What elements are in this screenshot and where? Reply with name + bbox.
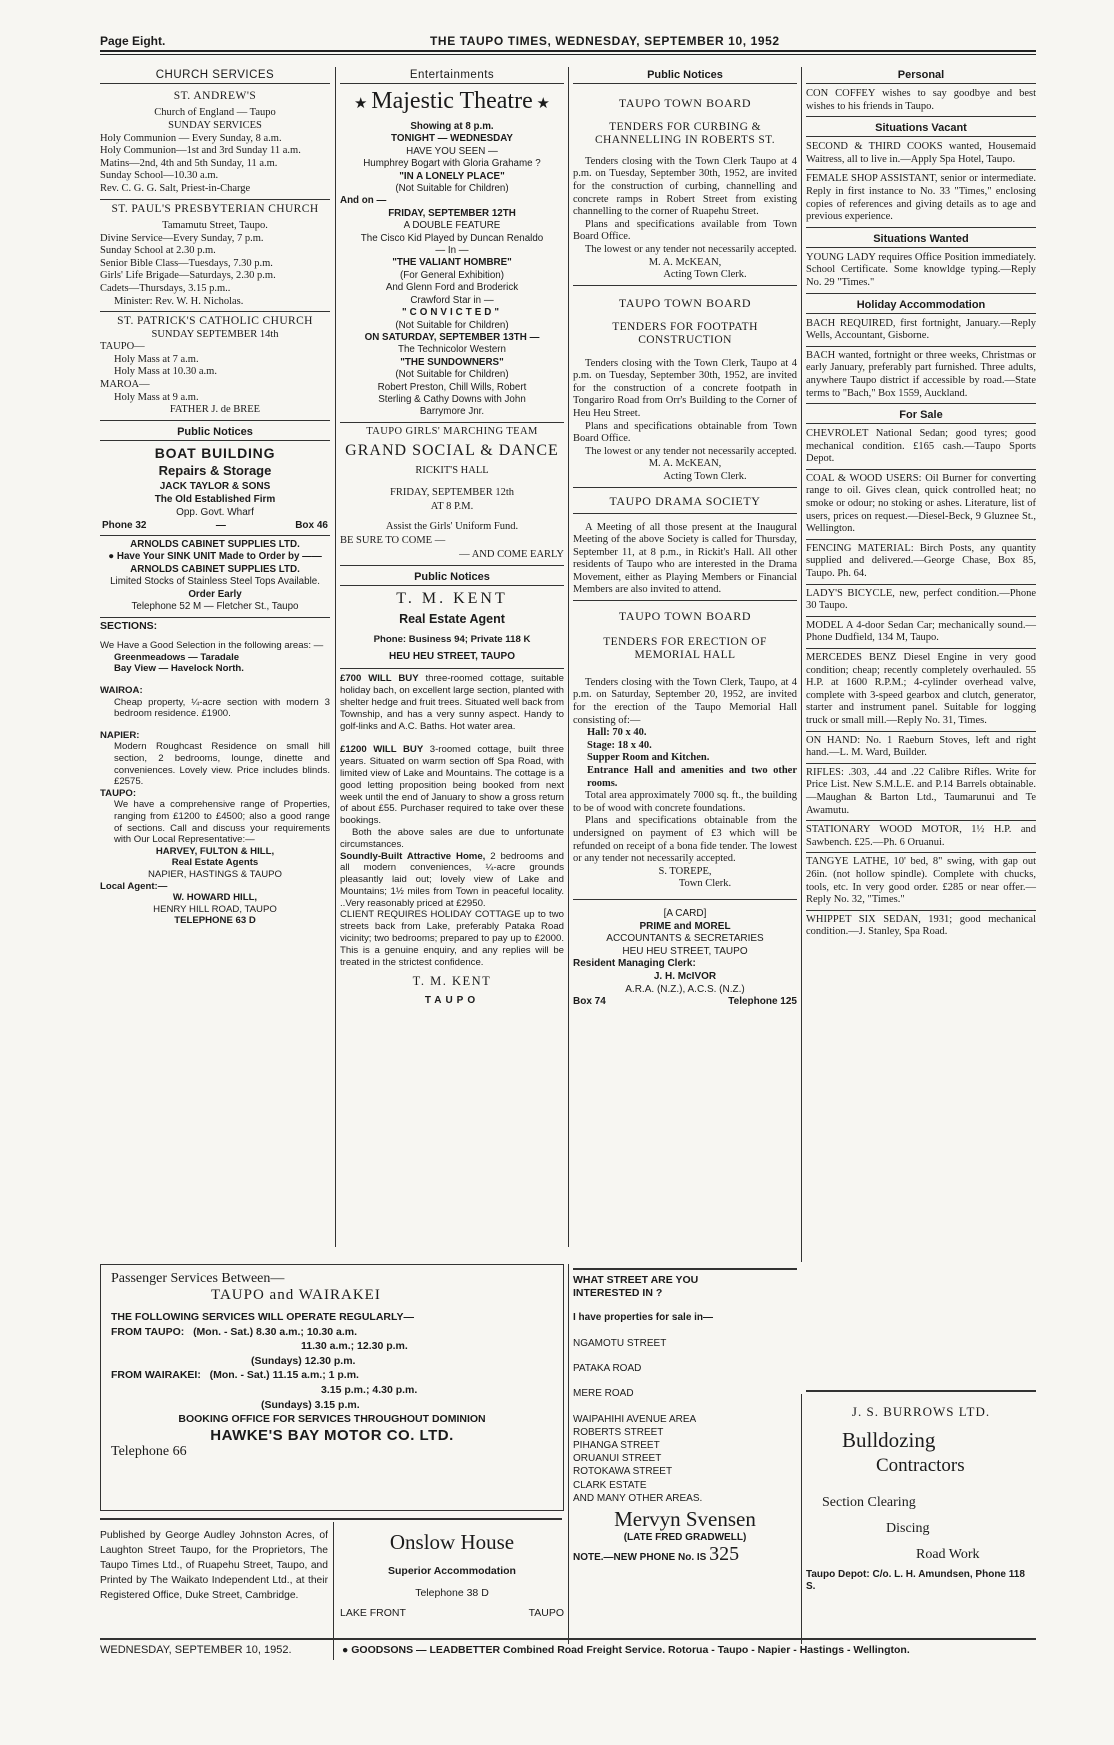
- notice-text: The lowest or any tender not necessarily accepted.: [585, 445, 797, 457]
- church-line: MAROA—: [100, 378, 150, 390]
- column-rule: [801, 1394, 802, 1644]
- classified-ad: RIFLES: .303, .44 and .22 Calibre Rifles. Write for Price List. New S.M.L.E. and P.14 Barrels obtainable.—Maughan & Barton Ltd., Taumarunui and Te Awamutu.: [806, 766, 1036, 816]
- column-church-services: CHURCH SERVICES ST. ANDREW'S Church of England — Taupo SUNDAY SERVICES Holy Communion — Every Sunday, 8 a.m. Holy Communion—1st and 3rd Sunday 11 a.m. Matins—2nd, 4th and 5th Sunday, 11 a.m. Sunday School—10.30 a.m. Rev. C. G. G. Salt, Priest-in-Charge ST. PAUL'S PRESBYTERIAN CHURCH Tamamutu Street, Taupo. Divine Service—Every Sunday, 7 p.m. Sunday School at 2.30 p.m. Senior Bible Class—Tuesdays, 7.30 p.m. Girls' Life Brigade—Saturdays, 2.30 p.m. Cadets—Thursdays, 3.15 p.m.. Minister: Rev. W. H. Nicholas. ST. PATRICK'S CATHOLIC CHURCH SUNDAY SEPTEMBER 14th TAUPO— Holy Mass at 7 a.m. Holy Mass at 10.30 a.m. MAROA— Holy Mass at 9 a.m. FATHER J. de BREE Public Notices BOAT BUILDING Repairs & Storage JACK TAYLOR & SONS The Old Established Firm Opp. Govt. Wharf Phone 32 — Box 46 ARNOLDS CABINET SUPPLIES LTD. ● Have Your SINK UNIT Made to Order by —— ARNOLDS CABINET SUPPLIES LTD. Limited Stocks of Stainless Steel Tops Available. Order Early Telephone 52 M — Fletcher St., Taupo SECTIONS: We Have a Good Selection in the following areas: — Greenmeadows — Taradale Bay View — Havelock North. WAIROA: Cheap property, ¼-acre section with modern 3 bedroom residence. £1900. NAPIER: Modern Roughcast Residence on small hill section, 2 bedrooms, lounge, dinette and conveniences. Lovely view. Price includes blinds. £2575. TAUPO: We have a comprehensive range of Properties, ranging from £1200 to £4500; also a good range of sections. Call and discuss your requirements with Our Local Representative:— HARVEY, FULTON & HILL, Real Estate Agents NAPIER, HASTINGS & TAUPO Local Agent:— W. HOWARD HILL, HENRY HILL ROAD, TAUPO TELEPHONE 63 D: [100, 69, 330, 927]
- classified-ad: CHEVROLET National Sedan; good tyres; good mechanical condition. £165 cash.—Taupo Sports Depot.: [806, 428, 1036, 465]
- onslow-line: TAUPO: [528, 1607, 564, 1619]
- church-line: Holy Mass at 7 a.m.: [114, 353, 199, 365]
- column-entertainments: Entertainments ★ Majestic Theatre ★ Showing at 8 p.m. TONIGHT — WEDNESDAY HAVE YOU SEEN — Humphrey Bogart with Gloria Grahame ? "IN A LONELY PLACE" (Not Suitable for Children) And on — FRIDAY, SEPTEMBER 12TH A DOUBLE FEATURE The Cisco Kid Played by Duncan Renaldo — In — "THE VALIANT HOMBRE" (For General Exhibition) And Glenn Ford and Broderick Crawford Star in — "CONVICTED" (Not Suitable for Children) ON SATURDAY, SEPTEMBER 13TH — The Technicolor Western "THE SUNDOWNERS" (Not Suitable for Children) Robert Preston, Chill Wills, Robert Sterling & Cathy Downs with John Barrymore Jnr. TAUPO GIRLS' MARCHING TEAM GRAND SOCIAL & DANCE RICKIT'S HALL FRIDAY, SEPTEMBER 12th AT 8 P.M. Assist the Girls' Uniform Fund. BE SURE TO COME — — AND COME EARLY Public Notices T. M. KENT Real Estate Agent Phone: Business 94; Private 118 K HEU HEU STREET, TAUPO £700 WILL BUY three-roomed cottage, suitable holiday bach, on excellent large section, planted with shelter hedge and fruit trees. Situated well back from Township, and has a very sunny aspect. Handy to golf-links and A.C. Baths. Hot water area. £1200 WILL BUY 3-roomed cottage, built three years. Situated on warm section off Spa Road, with limited view of Lake and Mountains. The cottage is a good letting proposition being booked from next week until the end of January to show a gross return of about £55. Purchaser required to take over these bookings. Both the above sales are due to unfortunate circumstances. Soundly-Built Attractive Home, 2 bedrooms and all modern conveniences, ¼-acre grounds pleasantly laid out; lovely view of Lake and Mountains; 1½ miles from Town in peaceful locality. ..Very reasonably priced at £2950. CLIENT REQUIRES HOLIDAY COTTAGE up to two streets back from Lake, preferably Pataka Road vicinity; two bedrooms; prepared to pay up to £2000. This is a genuine enquiry, and any replies will be treated in the strictest confidence. T. M. KENT TAUPO: [340, 69, 565, 1007]
- ad-line: W. HOWARD HILL,: [172, 892, 258, 904]
- film-line: And on —: [340, 195, 387, 207]
- church-line: Matins—2nd, 4th and 5th Sunday, 11 a.m.: [100, 157, 278, 169]
- ad-line: Bay View — Havelock North.: [114, 663, 244, 675]
- column-rule: [801, 67, 802, 1262]
- section-title: Entertainments: [340, 67, 564, 84]
- onslow-line: Telephone 38 D: [415, 1587, 489, 1599]
- classified-ad: ON HAND: No. 1 Raeburn Stoves, left and right hand.—L. M. Ward, Builder.: [806, 734, 1036, 759]
- agent-signature: T. M. KENT: [412, 974, 492, 989]
- bus-time: (Sundays) 12.30 p.m.: [251, 1354, 356, 1367]
- film-line: Sterling & Cathy Downs with John: [378, 393, 526, 405]
- church-heading: ST. PAUL'S PRESBYTERIAN CHURCH: [111, 202, 319, 215]
- bus-phone: Telephone 66: [111, 1443, 187, 1459]
- mervyn-heading: WHAT STREET ARE YOU INTERESTED IN ?: [573, 1274, 699, 1299]
- notice-subheading: TENDERS FOR FOOTPATH CONSTRUCTION: [612, 320, 758, 347]
- church-line: Sunday School at 2.30 p.m.: [100, 245, 216, 257]
- ad-line: Greenmeadows — Taradale: [114, 651, 240, 663]
- burrows-service: Section Clearing: [822, 1495, 916, 1510]
- ad-line: Opp. Govt. Wharf: [176, 506, 254, 518]
- section-title: Public Notices: [573, 67, 797, 84]
- section-title: Personal: [806, 67, 1036, 84]
- church-line: Cadets—Thursdays, 3.15 p.m..: [100, 282, 231, 294]
- dance-line: Assist the Girls' Uniform Fund.: [385, 521, 519, 533]
- ad-line: WAIROA:: [100, 685, 143, 697]
- notice-heading: TAUPO TOWN BOARD: [618, 609, 752, 624]
- phone-number: Telephone 125: [728, 996, 797, 1008]
- mervyn-line: (LATE FRED GRADWELL): [623, 1532, 747, 1544]
- column-rule: [335, 67, 336, 1247]
- newspaper-page: Page Eight. THE TAUPO TIMES, WEDNESDAY, SEPTEMBER 10, 1952 CHURCH SERVICES ST. ANDREW'S Church of England — Taupo SUNDAY SERVICES Holy Communion — Every Sunday, 8 a.m. Holy Communion—1st and 3rd Sunday 11 a.m. Matins—2nd, 4th and 5th Sunday, 11 a.m. Sunday School—10.30 a.m. Rev. C. G. G. Salt, Priest-in-Charge ST. PAUL'S PRESBYTERIAN CHURCH Tamamutu Street, Taupo. Divine Service—Every Sunday, 7 p.m. Sunday School at 2.30 p.m. Senior Bible Class—Tuesdays, 7.30 p.m. Girls' Life Brigade—Saturdays, 2.30 p.m. Cadets—Thursdays, 3.15 p.m.. Minister: Rev. W. H. Nicholas. ST. PATRICK'S CATHOLIC CHURCH SUNDAY SEPTEMBER 14th TAUPO— Holy Mass at 7 a.m. Holy Mass at 10.30 a.m. MAROA— Holy Mass at 9 a.m. FATHER J. de BREE Public Notices BOAT BUILDING Repairs & Storage JACK TAYLOR & SONS The Old Established Firm Opp. Govt. Wharf Phone 32 — Box 46 ARNOLDS CABINET SUPPLIES LTD. ● Have Your SINK UNIT Made to Order by —— ARNOLDS CABINET SUPPLIES LTD. Limited Stocks of Stainless Steel Tops Available. Order Early Telephone 52 M — Fletcher St., Taupo SECTIONS: We Have a Good Selection in the following areas: — Greenmeadows — Taradale Bay View — Havelock North. WAIROA: Cheap property, ¼-acre section with modern 3 bedroom residence. £1900. NAPIER: Modern Roughcast Residence on small hill section, 2 bedrooms, lounge, dinette and conveniences. Lovely view. Price includes blinds. £2575. TAUPO: We have a comprehensive range of Properties, ranging from £1200 to £4500; also a good range of sections. Call and discuss your requirements with Our Local Representative:— HARVEY, FULTON & HILL, Real Estate Agents NAPIER, HASTINGS & TAUPO Local Agent:— W. HOWARD HILL, HENRY HILL ROAD, TAUPO TELEPHONE 63 D Entertainments ★ Majestic Theatre ★ Showing at 8 p.m. TONIGHT — WEDNESDAY HAVE YOU SEEN — Humphrey Bogart with Gloria Grahame ? "IN A LONELY PLACE" (Not Suitable for Children) And on — FRIDAY, SEPTEMBER 12TH A DOUBLE FEATURE The Cisco Kid Played by Duncan Renaldo — In — "THE VALIANT HOMBRE" (For General Exhibition) And Glenn Ford and Broderick Crawford Star in — "CONVICTED" (Not Suitable for Children) ON SATURDAY, SEPTEMBER 13TH — The Technicolor Western "THE SUNDOWNERS" (Not Suitable for Children) Robert Preston, Chill Wills, Robert Sterling & Cathy Downs with John Barrymore Jnr. TAUPO GIRLS' MARCHING TEAM GRAND SOCIAL & DANCE RICKIT'S HALL FRIDAY, SEPTEMBER 12th AT 8 P.M. Assist the Girls' Uniform Fund. BE SURE TO COME — — AND COME EARLY Public Notices T. M. KENT Real Estate Agent Phone: Business 94; Private 118 K HEU HEU STREET, TAUPO £700 WILL BUY three-roomed cottage, suitable holiday bach, on excellent large section, planted with shelter hedge and fruit trees. Situated well back from Township, and has a very sunny aspect. Handy to golf-links and A.C. Baths. Hot water area. £1200 WILL BUY 3-roomed cottage, built three years. Situated on warm section off Spa Road, with limited view of Lake and Mountains. The cottage is a good letting proposition being booked from next week until the end of January to show a gross return of about £55. Purchaser required to take over these bookings. Both the above sales are due to unfortunate circumstances. Soundly-Built Attractive Home, 2 bedrooms and all modern conveniences, ¼-acre grounds pleasantly laid out; lovely view of Lake and Mountains; 1½ miles from Town in peaceful locality. ..Very reasonably priced at £2950. CLIENT REQUIRES HOLIDAY COTTAGE up to two streets back from Lake, preferably Pataka Road vicinity; two bedrooms; prepared to pay up to £2000. This is a genuine enquiry, and any replies will be treated in the strictest confidence. T. M. KENT TAUPO Public Notices TAUPO TOWN BOARD TENDERS FOR CURBING & CHANNELLING IN ROBERTS ST. Tenders closing with the Town Clerk Taupo at 4 p.m. on Tuesday, September 30th, 1952, are invited for the construction of curbing, channelling and concrete ramps in Robert Street from existing channelling to the corner of Ruapehu Street. Plans and specifications available from Town Board Office. The lowest or any tender not necessarily accepted. M. A. McKEAN, Acting Town Clerk. TAUPO TOWN BOARD TENDERS FOR FOOTPATH CONSTRUCTION Tenders closing with the Town Clerk, Taupo at 4 p.m. on Tuesday, September 30th, 1952, are invited for the construction of a concrete footpath in Tongariro Road from Orr's Building to the Corner of Heu Heu Street. Plans and specifications obtainable from Town Board Office. The lowest or any tender not necessarily accepted. M. A. McKEAN, Acting Town Clerk. TAUPO DRAMA SOCIETY A Meeting of all those present at the Inaugural Meeting of the above Society is called for Thursday, September 11, at 8 p.m., in Rickit's Hall. All other residents of Taupo who are interested in the Drama Movement, either as Playing Members or Financial Members are also invited to attend. TAUPO TOWN BOARD TENDERS FOR ERECTION OF MEMORIAL HALL Tenders closing with the Town Clerk, Taupo, at 4 p.m. on Saturday, September 20, 1952, are invited for the erection of the Taupo Memorial Hall consisting of:— Hall: 70 x 40. Stage: 18 x 40. Supper Room and Kitchen. Entrance Hall and amenities and two other rooms. Total area approximately 7000 sq. ft., the building to be of wood with concrete foundations. Plans and specifications obtainable from the undersigned on payment of £3 which will be refunded on receipt of a bona fide tender. The lowest or any tender not necessarily accepted. S. TOREPE, Town Clerk. [A CARD] PRIME and MOREL ACCOUNTANTS & SECRETARIES HEU HEU STREET, TAUPO Resident Managing Clerk: J. H. McIVOR A.R.A. (N.Z.), A.C.S. (N.Z.) Box 74 Telephone 125 Personal CON COFFEY wishes to say goodbye and best wishes to his friends in Taupo. Situations Vacant SECOND & THIRD COOKS wanted, Housemaid Waitress, all to live in.—Apply Spa Hotel, Taupo. FEMALE SHOP ASSISTANT, senior or intermediate. Reply in first instance to No. 33 "Times," enclosing copies of references and giving details as to age and previous experience. Situations Wanted YOUNG LADY requires Office Position immediately. School Certificate. Some knowldge typing.—Reply No. 29 "Times." Holiday Accommodation BACH REQUIRED, first fortnight, January.—Reply Wells, Accountant, Gisborne. BACH wanted, fortnight or three weeks, Christmas or early January, preferably part furnished. Three adults, anywhere Taupo district if accessible by road.—State terms to "Bach," Box 1559, Auckland. For Sale CHEVROLET National Sedan; good tyres; good mechanical condition. £165 cash.—Taupo Sports Depot. COAL & WOOD USERS: Oil Burner for converting range to oil. Gives clean, quick controlled heat; no smoke or odour; no stoking or ashes. Literature, list of users, prices on request.—Diesel-Beck, 9 Gluznee St., Wellington. FENCING MATERIAL: Birch Posts, any quantity supplied and delivered.—George Chase, Box 85, Taupo. Ph. 64. LADY'S BICYCLE, new, perfect condition.—Phone 30 Taupo. MODEL A 4-door Sedan Car; mechanically sound.—Phone Dudfield, 134 M, Taupo. MERCEDES BENZ Diesel Engine in very good condition; cheap; recently completely overhauled. 55 H.P. at 1600 R.P.M.; 4-cylinder overhead valve, complete with 3-speed gearbox and clutch, generator, starter and instrument panel. Suitable for logging truck or small mill.—Reply No. 31, Times. ON HAND: No. 1 Raeburn Stoves, left and right hand.—L. M. Ward, Builder. RIFLES: .303, .44 and .22 Calibre Rifles. Write for Price List. New S.M.L.E. and P.14 Barrels obtainable.—Maughan & Barton Ltd., Taumarunui and Te Awamutu. STATIONARY WOOD MOTOR, 1½ H.P. and Sawbench. £25.—Ph. 6 Oruanui. TANGYE LATHE, 10' bed, 8" swing, with gap out 26in. (not hollow spindle). Complete with chucks, tools, etc. In very good order. £285 or near offer.—Reply No. 32, "Times." WHIPPET SIX SEDAN, 1931; good mechanical condition.—J. Stanley, Spa Road. Passenger Services Between— TAUPO and WAIRAKEI THE FOLLOWING SERVICES WILL OPERATE REGULARLY— FROM TAUPO: (Mon. - Sat.) 8.30 a.m.; 10.30 a.m. 11.30 a.m.; 12.30 p.m. (Sundays) 12.30 p.m. FROM WAIRAKEI: (Mon. - Sat.) 11.15 a.m.; 1 p.m. 3.15 p.m.; 4.30 p.m. (Sundays) 3.15 p.m. BOOKING OFFICE FOR SERVICES THROUGHOUT DOMINION HAWKE'S BAY MOTOR CO. LTD. Telephone 66 Published by George Audley Johnston Acres, of Laughton Street Taupo, for the Proprietors, The Taupo Times Ltd., of Ruapehu Street, Taupo, and Printed by The Waikato Independent Ltd., at their Registered Office, Duke Street, Cambridge. Onslow House Superior Accommodation Telephone 38 D LAKE FRONT TAUPO WHAT STREET ARE YOU INTERESTED IN ? I have properties for sale in— NGAMOTU STREET PATAKA ROAD MERE ROAD WAIPAHIHI AVENUE AREA ROBERTS STREET PIHANGA STREET ORUANUI STREET ROTOKAWA STREET CLARK ESTATE AND MANY OTHER AREAS. Mervyn Svensen (LATE FRED GRADWELL) NOTE.—NEW PHONE No. IS 325 J. S. BURROWS LTD. Bulldozing Contractors Section Clearing Discing Road Work Taupo Depot: C/o. L. H. Amundsen, Phone 118 S. WEDNESDAY, SEPTEMBER 10, 1952. ● GOODSONS — LEADBETTER Combined Road Freight Service. Rotorua - Taupo - Napier - Hastings - Wellington.: [100, 32, 1036, 1622]
- bus-time: (Mon. - Sat.) 8.30 a.m.; 10.30 a.m.: [193, 1325, 358, 1338]
- burrows-line: Bulldozing: [842, 1428, 936, 1452]
- street-name: ROBERTS STREET: [573, 1426, 664, 1438]
- section-title: Public Notices: [340, 569, 564, 586]
- card-line: ACCOUNTANTS & SECRETARIES: [606, 933, 764, 945]
- burrows-service: Discing: [886, 1521, 930, 1536]
- ad-line: NAPIER, HASTINGS & TAUPO: [148, 868, 282, 880]
- notice-text: Tenders closing with the Town Clerk, Taupo, at 4 p.m. on Saturday, September 20, 1952, are invited for the erection of the Taupo Memorial Hall consisting of:—: [573, 676, 797, 726]
- listing-text: three-roomed cottage, suitable holiday bach, on excellent large section, planted with shelter hedge and fruit trees. Situated well back from Township, and has a very sunny aspect. Handy to golf-links and A.C. Baths. Hot water area.: [340, 673, 565, 732]
- ad-line: NAPIER:: [100, 729, 140, 741]
- listing-price: £700 WILL BUY: [340, 673, 419, 685]
- notice-signature: M. A. McKEAN,: [648, 458, 722, 470]
- burrows-title: J. S. BURROWS LTD.: [851, 1404, 991, 1419]
- section-title: Public Notices: [100, 424, 330, 441]
- card-line: HEU HEU STREET, TAUPO: [622, 945, 748, 957]
- classified-ad: FENCING MATERIAL: Birch Posts, any quantity supplied and delivered.—George Chase, Box 85, Taupo. Ph. 64.: [806, 542, 1036, 580]
- classified-ad: CON COFFEY wishes to say goodbye and best wishes to his friends in Taupo.: [806, 88, 1036, 112]
- ad-line: HENRY HILL ROAD, TAUPO: [153, 903, 277, 915]
- dance-line: BE SURE TO COME —: [340, 535, 446, 547]
- ad-line: TAUPO:: [100, 787, 137, 799]
- bus-heading: Passenger Services Between—: [111, 1271, 285, 1286]
- burrows-depot: Taupo Depot: C/o. L. H. Amundsen, Phone 118 S.: [806, 1569, 1025, 1592]
- agent-name: Mervyn Svensen: [614, 1507, 756, 1532]
- notice-item: Supper Room and Kitchen.: [587, 752, 710, 764]
- box-number: Box 74: [573, 996, 606, 1008]
- theatre-name: Majestic Theatre: [371, 88, 533, 114]
- card-line: PRIME and MOREL: [639, 920, 731, 932]
- notice-subheading: TENDERS FOR CURBING & CHANNELLING IN ROBERTS ST.: [594, 121, 776, 147]
- divider: [100, 1638, 1036, 1640]
- notice-text: The lowest or any tender not necessarily accepted.: [585, 243, 797, 255]
- church-line: Holy Mass at 10.30 a.m.: [114, 366, 217, 378]
- ad-line: HARVEY, FULTON & HILL,: [155, 845, 275, 857]
- street-name: PATAKA ROAD: [573, 1363, 642, 1375]
- card-heading: [A CARD]: [663, 907, 707, 919]
- church-heading: ST. ANDREW'S: [173, 90, 257, 102]
- film-line: Barrymore Jnr.: [419, 406, 485, 418]
- film-line: "IN A LONELY PLACE": [399, 170, 505, 182]
- notice-heading: TAUPO TOWN BOARD: [618, 295, 752, 310]
- page-header: [100, 32, 1036, 48]
- street-name: ORUANUI STREET: [573, 1453, 662, 1465]
- classified-ad: WHIPPET SIX SEDAN, 1931; good mechanical condition.—J. Stanley, Spa Road.: [806, 913, 1036, 938]
- ad-heading: ARNOLDS CABINET SUPPLIES LTD.: [130, 538, 300, 550]
- header-rule: [100, 50, 1036, 52]
- classified-ad: BACH REQUIRED, first fortnight, January.—Reply Wells, Accountant, Gisborne.: [806, 317, 1036, 342]
- mervyn-line: NOTE.—NEW PHONE No. IS: [573, 1552, 707, 1564]
- church-line: Senior Bible Class—Tuesdays, 7.30 p.m.: [100, 257, 273, 269]
- column-classifieds: [806, 67, 1036, 939]
- church-line: Sunday School—10.30 a.m.: [100, 170, 219, 182]
- street-name: ROTOKAWA STREET: [573, 1466, 673, 1478]
- bus-line: THE FOLLOWING SERVICES WILL OPERATE REGULARLY—: [111, 1311, 414, 1323]
- notice-item: Stage: 18 x 40.: [587, 739, 652, 751]
- footer-ad: GOODSONS — LEADBETTER Combined Road Freight Service. Rotorua - Taupo - Napier - Hastings - Wellington.: [351, 1644, 910, 1656]
- agent-name: T. M. KENT: [396, 590, 508, 608]
- header-rule-thin: [100, 54, 1036, 55]
- street-name: WAIPAHIHI AVENUE AREA: [573, 1413, 697, 1425]
- bus-time: (Mon. - Sat.) 11.15 a.m.; 1 p.m.: [209, 1369, 359, 1382]
- footer-date: WEDNESDAY, SEPTEMBER 10, 1952.: [100, 1644, 292, 1656]
- notice-text: A Meeting of all those present at the Inaugural Meeting of the above Society is called for Thursday, September 11, at 8 p.m., in Rickit's Hall. All other residents of Taupo who are interested in the Drama Movement, either as Playing Members or Financial Members are also invited to attend.: [573, 521, 797, 596]
- church-line: FATHER J. de BREE: [169, 404, 261, 416]
- card-line: Resident Managing Clerk:: [573, 958, 696, 970]
- agent-title: Real Estate Agent: [399, 612, 505, 627]
- film-line: ON SATURDAY, SEPTEMBER 13TH —: [364, 331, 540, 343]
- classified-ad: STATIONARY WOOD MOTOR, 1½ H.P. and Sawbench. £25.—Ph. 6 Oruanui.: [806, 824, 1036, 848]
- church-line: Girls' Life Brigade—Saturdays, 2.30 p.m.: [100, 270, 276, 282]
- street-name: CLARK ESTATE: [573, 1479, 647, 1491]
- classified-ad: YOUNG LADY requires Office Position immediately. School Certificate. Some knowldge typing.—Reply No. 29 "Times.": [806, 251, 1036, 288]
- classified-ad: TANGYE LATHE, 10' bed, 8" swing, with gap out 26in. (not hollow spindle). Complete with chucks, tools, etc. In very good order. £285 or near offer.—Reply No. 32, "Times.": [806, 856, 1036, 906]
- column-public-notices: [573, 67, 797, 1009]
- bus-time: 11.30 a.m.; 12.30 p.m.: [301, 1340, 408, 1353]
- notice-text: Tenders closing with the Town Clerk, Taupo at 4 p.m. on Tuesday, September 30th, 1952, are invited for the construction of a concrete footpath in Tongariro Road from Orr's Building to the Corner of Heu Heu Street.: [573, 357, 797, 419]
- film-line: And Glenn Ford and Broderick: [385, 282, 519, 294]
- ad-line: We have a comprehensive range of Properties, ranging from £1200 to £4500; also a good range of sections. Call and discuss your requirements with Our Local Representative:—: [114, 799, 330, 846]
- film-line: — In —: [435, 245, 469, 257]
- burrows-ad: [806, 1404, 1036, 1593]
- dance-heading: TAUPO GIRLS' MARCHING TEAM: [366, 425, 538, 437]
- notice-signature: Acting Town Clerk.: [663, 470, 747, 482]
- card-line: J. H. McIVOR: [653, 970, 717, 982]
- classified-ad: SECOND & THIRD COOKS wanted, Housemaid Waitress, all to live in.—Apply Spa Hotel, Taupo.: [806, 141, 1036, 165]
- bus-company: HAWKE'S BAY MOTOR CO. LTD.: [210, 1426, 454, 1444]
- burrows-service: Road Work: [916, 1547, 980, 1562]
- classified-ad: FEMALE SHOP ASSISTANT, senior or intermediate. Reply in first instance to No. 33 "Times," enclosing copies of references and giving details as to age and previous experience.: [806, 173, 1036, 223]
- ad-heading: SECTIONS:: [100, 619, 158, 632]
- notice-text: Plans and specifications available from Town Board Office.: [573, 218, 797, 243]
- church-line: Rev. C. G. G. Salt, Priest-in-Charge: [100, 182, 251, 194]
- onslow-line: LAKE FRONT: [340, 1607, 406, 1619]
- notice-signature: Town Clerk.: [678, 878, 732, 890]
- notice-subheading: TENDERS FOR ERECTION OF MEMORIAL HALL: [603, 636, 767, 662]
- film-line: Humphrey Bogart with Gloria Grahame ?: [363, 158, 541, 170]
- agent-address: HEU HEU STREET, TAUPO: [389, 651, 515, 663]
- street-name: MERE ROAD: [573, 1388, 634, 1400]
- film-line: "THE SUNDOWNERS": [400, 356, 504, 368]
- ad-line: Real Estate Agents: [171, 857, 259, 869]
- church-heading: ST. PATRICK'S CATHOLIC CHURCH: [117, 315, 313, 328]
- phone-number: Phone 32: [102, 519, 147, 531]
- film-line: The Technicolor Western: [398, 344, 506, 356]
- notice-item: Hall: 70 x 40.: [587, 727, 647, 739]
- film-line: "THE VALIANT HOMBRE": [392, 257, 512, 269]
- dance-line: — AND COME EARLY: [459, 549, 564, 561]
- section-title: CHURCH SERVICES: [100, 67, 330, 84]
- church-line: Holy Communion — Every Sunday, 8 a.m.: [100, 132, 282, 144]
- film-line: Robert Preston, Chill Wills, Robert: [377, 381, 527, 393]
- street-name: PIHANGA STREET: [573, 1440, 660, 1452]
- bus-time: 3.15 p.m.; 4.30 p.m.: [321, 1383, 418, 1396]
- agent-phone: Phone: Business 94; Private 118 K: [373, 634, 531, 646]
- notice-item: Entrance Hall and amenities and two other rooms.: [587, 765, 797, 789]
- notice-text: Total area approximately 7000 sq. ft., the building to be of wood with concrete foundations.: [573, 790, 797, 814]
- bus-line: FROM WAIRAKEI:: [111, 1369, 201, 1382]
- phone-number: 325: [709, 1543, 740, 1566]
- publisher-imprint: Published by George Audley Johnston Acres, of Laughton Street Taupo, for the Proprietors, The Taupo Times Ltd., of Ruapehu Street, Taupo, and Printed by The Waikato Independent Ltd., at their Registered Office, Duke Street, Cambridge.: [100, 1530, 328, 1601]
- divider: [100, 1518, 562, 1520]
- notice-signature: Acting Town Clerk.: [663, 269, 747, 281]
- mervyn-svensen-ad: [573, 1268, 797, 1566]
- bus-line: FROM TAUPO:: [111, 1325, 185, 1338]
- church-line: Holy Communion—1st and 3rd Sunday 11 a.m.: [100, 145, 301, 157]
- ad-line: ARNOLDS CABINET SUPPLIES LTD.: [130, 563, 300, 575]
- church-line: SUNDAY SERVICES: [168, 120, 262, 131]
- classified-ad: MERCEDES BENZ Diesel Engine in very good condition; cheap; recently completely overhauled. 55 H.P. at 1600 R.P.M.; 4-cylinder overhead valve, complete with 3-speed gearbox and clutch, generator, starter and instrument panel. Suitable for logging truck or small mill.—Reply No. 31, Times.: [806, 652, 1036, 726]
- card-line: A.R.A. (N.Z.), A.C.S. (N.Z.): [625, 983, 745, 995]
- dance-line: RICKIT'S HALL: [415, 465, 489, 477]
- ad-line: Modern Roughcast Residence on small hill section, 2 bedrooms, lounge, dinette and conveniences. Lovely view. Price includes blinds. £2575.: [114, 741, 330, 788]
- listing-text: CLIENT REQUIRES HOLIDAY COTTAGE up to two streets back from Lake, preferably Pataka Road vicinity; two bedrooms; prepared to pay up to £2000. This is a genuine enquiry, and any replies will be treated in the strictest confidence.: [340, 909, 564, 968]
- film-line: Showing at 8 p.m.: [410, 121, 494, 132]
- onslow-house-ad: [340, 1528, 564, 1619]
- ad-subheading: Repairs & Storage: [158, 462, 272, 478]
- column-rule: [568, 67, 569, 1247]
- masthead: THE TAUPO TIMES, WEDNESDAY, SEPTEMBER 10, 1952: [430, 34, 780, 48]
- church-line: TAUPO—: [100, 341, 145, 353]
- notice-signature: S. TOREPE,: [658, 865, 712, 877]
- notice-text: Tenders closing with the Town Clerk Taupo at 4 p.m. on Tuesday, September 30th, 1952, are invited for the construction of curbing, channelling and concrete ramps in Robert Street from existing channelling to the corner of Ruapehu Street.: [573, 155, 797, 218]
- church-line: Minister: Rev. W. H. Nicholas.: [114, 295, 244, 307]
- listing-text: 3-roomed cottage, built three years. Situated on warm section off Spa Road, with limited view of Lake and Mountains. The cottage is a good letting proposition being booked from next week until the end of January to show a gross return of about £55. Purchaser required to take over these bookings.: [340, 744, 564, 827]
- film-line: (Not Suitable for Children): [395, 369, 509, 381]
- divider: [806, 1390, 1036, 1392]
- film-line: TONIGHT — WEDNESDAY: [391, 133, 513, 145]
- ad-heading: BOAT BUILDING: [154, 444, 276, 461]
- ad-line: Order Early: [188, 588, 242, 600]
- ad-line: Limited Stocks of Stainless Steel Tops Available.: [110, 576, 320, 588]
- notice-signature: M. A. McKEAN,: [648, 256, 722, 268]
- listing-text: Both the above sales are due to unfortunate circumstances.: [340, 826, 564, 850]
- column-rule: [333, 1638, 334, 1660]
- section-title: For Sale: [806, 407, 1036, 424]
- bus-services-ad: [100, 1264, 564, 1511]
- column-rule: [568, 1264, 569, 1644]
- notice-text: Plans and specifications obtainable from Town Board Office.: [573, 420, 797, 445]
- onslow-line: Superior Accommodation: [388, 1565, 516, 1577]
- box-number: Box 46: [295, 519, 328, 531]
- listing-text: 2 bedrooms and all modern conveniences, ¼-acre grounds pleasantly laid out; lovely view of Lake and Mountains; 1½ miles from Town in peaceful locality. ..Very reasonably priced at £2950.: [340, 850, 565, 909]
- notice-heading: TAUPO TOWN BOARD: [618, 96, 752, 110]
- film-line: The Cisco Kid Played by Duncan Renaldo: [360, 232, 544, 244]
- section-title: Holiday Accommodation: [806, 297, 1036, 314]
- church-line: Divine Service—Every Sunday, 7 p.m.: [100, 232, 264, 244]
- notice-text: Plans and specifications obtainable from the undersigned on payment of £3 which will be refunded on receipt of a bona fide tender. The lowest or any tender not necessarily accepted.: [573, 815, 797, 865]
- film-line: (Not Suitable for Children): [395, 183, 509, 195]
- onslow-title: Onslow House: [389, 1530, 515, 1554]
- classified-ad: LADY'S BICYCLE, new, perfect condition.—Phone 30 Taupo.: [806, 587, 1036, 612]
- film-line: FRIDAY, SEPTEMBER 12TH: [388, 207, 516, 219]
- church-line: Holy Mass at 9 a.m.: [114, 391, 199, 403]
- film-line: A DOUBLE FEATURE: [403, 220, 501, 232]
- bus-line: BOOKING OFFICE FOR SERVICES THROUGHOUT DOMINION: [178, 1413, 486, 1426]
- street-name: NGAMOTU STREET: [573, 1338, 667, 1349]
- film-line: (For General Exhibition): [400, 269, 504, 281]
- film-line: HAVE YOU SEEN —: [406, 145, 498, 157]
- dance-line: AT 8 P.M.: [430, 501, 474, 513]
- agent-town: TAUPO: [424, 995, 480, 1007]
- street-name: AND MANY OTHER AREAS.: [573, 1492, 703, 1504]
- notice-heading: TAUPO DRAMA SOCIETY: [609, 493, 761, 508]
- film-line: (Not Suitable for Children): [395, 319, 509, 331]
- church-line: Church of England — Taupo: [154, 107, 276, 119]
- ad-line: We Have a Good Selection in the following areas: —: [100, 640, 324, 652]
- listing-price: £1200 WILL BUY: [340, 744, 424, 756]
- burrows-line: Contractors: [876, 1455, 965, 1476]
- column-rule: [333, 1522, 334, 1642]
- listing-heading: Soundly-Built Attractive Home,: [340, 850, 486, 862]
- dance-title: GRAND SOCIAL & DANCE: [345, 442, 559, 460]
- bus-time: (Sundays) 3.15 p.m.: [261, 1398, 360, 1411]
- ad-line: The Old Established Firm: [154, 493, 276, 505]
- classified-ad: MODEL A 4-door Sedan Car; mechanically sound.—Phone Dudfield, 134 M, Taupo.: [806, 619, 1036, 644]
- church-line: SUNDAY SEPTEMBER 14th: [151, 328, 279, 340]
- section-title: Situations Wanted: [806, 231, 1036, 248]
- film-line: "CONVICTED": [402, 307, 502, 319]
- ad-line: JACK TAYLOR & SONS: [159, 480, 271, 492]
- ad-line: Cheap property, ¼-acre section with modern 3 bedroom residence. £1900.: [114, 696, 330, 720]
- section-title: Situations Vacant: [806, 120, 1036, 137]
- mervyn-line: I have properties for sale in—: [573, 1312, 714, 1323]
- classified-ad: BACH wanted, fortnight or three weeks, Christmas or early January, preferably part furnished. Three adults, anywhere Taupo district if accessible by road.—State terms to "Bach," Box 1559, Auckland.: [806, 349, 1036, 399]
- ad-line: Telephone 52 M — Fletcher St., Taupo: [131, 601, 299, 613]
- ad-line: Have Your SINK UNIT Made to Order by ——: [116, 551, 322, 563]
- ad-line: Local Agent:—: [100, 880, 168, 892]
- ad-line: TELEPHONE 63 D: [174, 915, 256, 927]
- church-line: Tamamutu Street, Taupo.: [162, 219, 268, 231]
- classified-ad: COAL & WOOD USERS: Oil Burner for converting range to oil. Gives clean, quick controlled heat; no smoke or odour; no stoking or ashes. Literature, list of users, prices on request.—Diesel-Beck, 9 Gluznee St., Wellington.: [806, 472, 1036, 535]
- page-number: Page Eight.: [100, 34, 166, 48]
- bus-route: TAUPO and WAIRAKEI: [211, 1287, 381, 1303]
- film-line: Crawford Star in —: [410, 294, 494, 306]
- dance-line: FRIDAY, SEPTEMBER 12th: [390, 487, 514, 499]
